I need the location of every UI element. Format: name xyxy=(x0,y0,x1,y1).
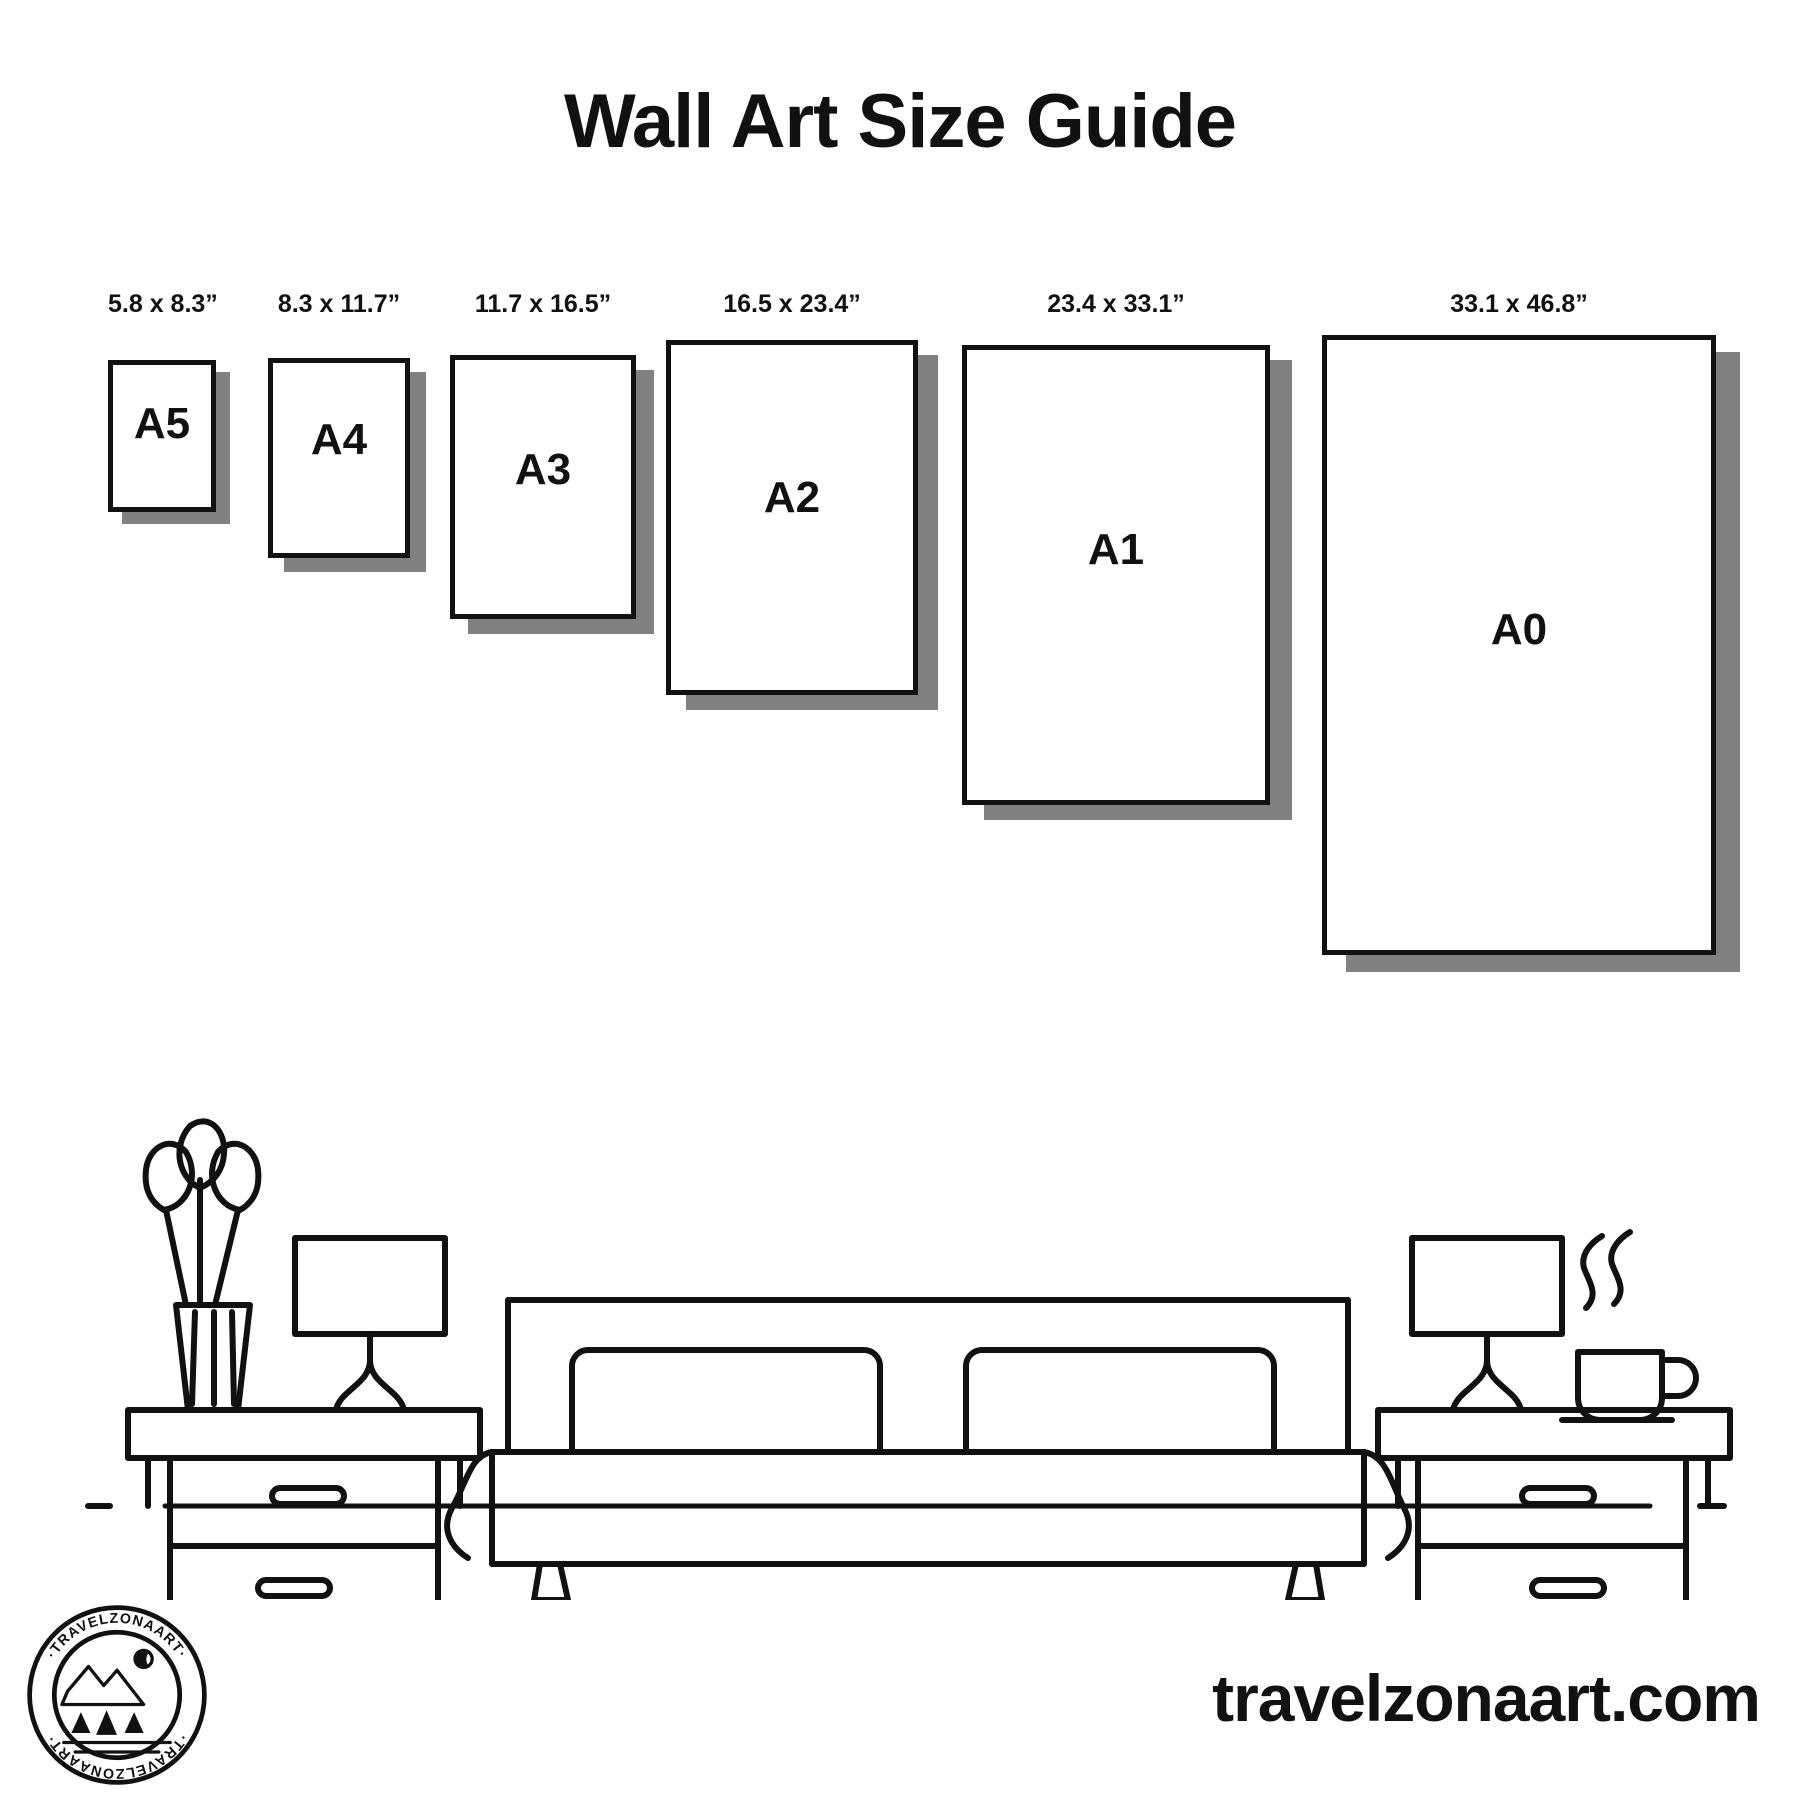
frame-name-a1: A1 xyxy=(1087,525,1145,574)
frame-dimensions-a3: 11.7 x 16.5” xyxy=(474,290,612,318)
frame-dimensions-a0: 33.1 x 46.8” xyxy=(1450,290,1588,318)
logo-text-bottom: ·TRAVELZONAART· xyxy=(43,1731,191,1782)
frame-name-a2: A2 xyxy=(763,473,821,522)
frame-box-a4[interactable] xyxy=(268,358,410,558)
logo-landscape-icon xyxy=(62,1650,170,1752)
coffee-cup-icon xyxy=(1562,1232,1696,1420)
bed-icon xyxy=(447,1300,1409,1600)
frame-box-a1[interactable] xyxy=(962,345,1270,805)
frame-dimensions-a5: 5.8 x 8.3” xyxy=(108,290,218,318)
right-table-lamp-icon xyxy=(1412,1238,1562,1410)
frame-dimensions-a2: 16.5 x 23.4” xyxy=(723,290,861,318)
brand-logo[interactable] xyxy=(22,1600,212,1790)
bedroom-scene-illustration xyxy=(0,960,1800,1600)
frame-name-a3: A3 xyxy=(514,445,572,494)
frame-box-a2[interactable] xyxy=(666,340,918,695)
left-table-lamp-icon xyxy=(295,1238,445,1410)
logo-text-top: ·TRAVELZONAART· xyxy=(43,1610,191,1662)
page-title: Wall Art Size Guide xyxy=(563,79,1237,164)
frame-name-a4: A4 xyxy=(310,415,368,464)
site-url[interactable]: travelzonaart.com xyxy=(1212,1661,1760,1735)
frame-box-a5[interactable] xyxy=(108,360,216,512)
frame-name-a0: A0 xyxy=(1490,605,1548,654)
frame-box-a0[interactable] xyxy=(1322,335,1716,955)
frame-box-a3[interactable] xyxy=(450,355,636,619)
frame-name-a5: A5 xyxy=(133,399,191,448)
frame-dimensions-a4: 8.3 x 11.7” xyxy=(277,290,401,318)
plant-vase-icon xyxy=(146,1121,259,1410)
logo-inner-circle xyxy=(54,1632,179,1757)
frame-dimensions-a1: 23.4 x 33.1” xyxy=(1047,290,1185,318)
